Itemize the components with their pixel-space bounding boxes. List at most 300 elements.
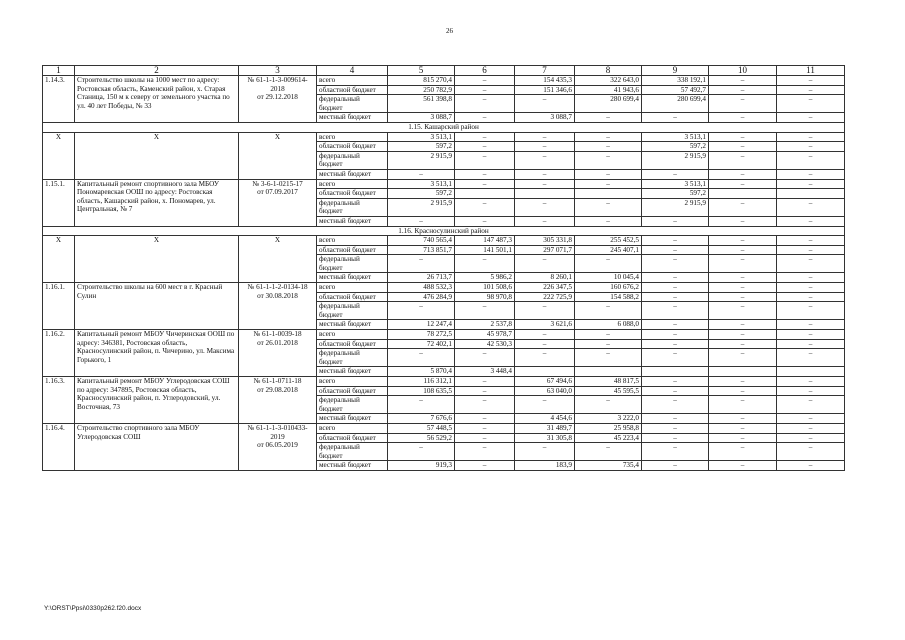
amount-cell: – — [777, 377, 845, 387]
amount-cell: 31 489,7 — [515, 423, 575, 433]
amount-cell: – — [709, 198, 777, 216]
amount-cell: 3 088,7 — [388, 113, 455, 123]
amount-cell: – — [575, 443, 642, 461]
amount-cell: – — [455, 302, 515, 320]
amount-cell: – — [709, 461, 777, 471]
funding-source: областной бюджет — [317, 292, 388, 302]
amount-cell: – — [777, 273, 845, 283]
amount-cell: 280 699,4 — [575, 95, 642, 113]
amount-cell: – — [575, 255, 642, 273]
amount-cell: 78 272,5 — [388, 330, 455, 340]
amount-cell: – — [455, 349, 515, 367]
amount-cell: – — [777, 386, 845, 396]
amount-cell: – — [777, 85, 845, 95]
amount-cell: – — [642, 273, 709, 283]
item-document: № 3-6-1-0215-17 от 07.09.2017 — [239, 179, 317, 226]
amount-cell: – — [642, 236, 709, 246]
amount-cell: 2 915,9 — [642, 151, 709, 169]
amount-cell: – — [515, 396, 575, 414]
funding-source: местный бюджет — [317, 461, 388, 471]
amount-cell — [575, 189, 642, 199]
amount-cell — [515, 189, 575, 199]
item-document: Х — [239, 132, 317, 179]
table-row — [43, 283, 845, 293]
item-document: Х — [239, 236, 317, 283]
amount-cell: – — [709, 339, 777, 349]
amount-cell: – — [709, 292, 777, 302]
funding-source: местный бюджет — [317, 367, 388, 377]
column-header: 7 — [515, 66, 575, 76]
amount-cell: – — [777, 216, 845, 226]
amount-cell — [642, 367, 709, 377]
amount-cell: – — [388, 216, 455, 226]
amount-cell: – — [388, 255, 455, 273]
amount-cell: – — [642, 292, 709, 302]
amount-cell: – — [777, 245, 845, 255]
amount-cell: – — [455, 198, 515, 216]
amount-cell: 101 508,6 — [455, 283, 515, 293]
item-name: Строительство школы на 600 мест в г. Красный Сулин — [75, 283, 239, 330]
amount-cell: 713 851,7 — [388, 245, 455, 255]
funding-source: всего — [317, 132, 388, 142]
amount-cell: 919,3 — [388, 461, 455, 471]
amount-cell: 245 407,1 — [575, 245, 642, 255]
funding-source: федеральный бюджет — [317, 349, 388, 367]
amount-cell: – — [455, 142, 515, 152]
amount-cell: 297 071,7 — [515, 245, 575, 255]
item-name: Капитальный ремонт МБОУ Чичеринская ООШ по адресу: 346381, Ростовская область, Красносулинский район, п. Чичерино, ул. Максима Горького, 1 — [75, 330, 239, 377]
item-code: Х — [43, 132, 75, 179]
budget-table — [42, 65, 845, 471]
item-code: 1.15.1. — [43, 179, 75, 226]
amount-cell: 8 260,1 — [515, 273, 575, 283]
column-header: 4 — [317, 66, 388, 76]
amount-cell: – — [515, 339, 575, 349]
amount-cell: 322 643,0 — [575, 76, 642, 86]
amount-cell: – — [455, 95, 515, 113]
amount-cell: – — [575, 132, 642, 142]
amount-cell: – — [642, 330, 709, 340]
amount-cell: 597,2 — [388, 189, 455, 199]
amount-cell: – — [575, 151, 642, 169]
amount-cell — [515, 367, 575, 377]
amount-cell: – — [777, 443, 845, 461]
column-header: 10 — [709, 66, 777, 76]
amount-cell: – — [777, 142, 845, 152]
amount-cell: – — [777, 320, 845, 330]
amount-cell: – — [575, 339, 642, 349]
file-path-footer: Y:\ORST\Ppsi\0330p262.f20.docx — [44, 605, 142, 612]
item-document: № 61-1-0711-18 от 29.08.2018 — [239, 377, 317, 424]
column-header: 1 — [43, 66, 75, 76]
amount-cell: – — [642, 396, 709, 414]
amount-cell: 41 943,6 — [575, 85, 642, 95]
amount-cell: – — [709, 423, 777, 433]
amount-cell: 56 529,2 — [388, 433, 455, 443]
amount-cell: – — [777, 169, 845, 179]
amount-cell: 116 312,1 — [388, 377, 455, 387]
amount-cell: – — [777, 179, 845, 189]
item-document: № 61-1-1-3-010433-2019 от 06.05.2019 — [239, 423, 317, 470]
amount-cell: – — [455, 386, 515, 396]
item-document: № 61-1-1-2-0134-18 от 30.08.2018 — [239, 283, 317, 330]
amount-cell: – — [709, 349, 777, 367]
amount-cell: – — [515, 142, 575, 152]
amount-cell: – — [777, 132, 845, 142]
funding-source: федеральный бюджет — [317, 151, 388, 169]
amount-cell: 597,2 — [642, 189, 709, 199]
amount-cell: 3 448,4 — [455, 367, 515, 377]
item-document: № 61-1-1-3-009614-2018 от 29.12.2018 — [239, 76, 317, 123]
amount-cell: – — [455, 461, 515, 471]
amount-cell: 72 402,1 — [388, 339, 455, 349]
amount-cell: 597,2 — [388, 142, 455, 152]
amount-cell: 151 346,6 — [515, 85, 575, 95]
amount-cell: – — [515, 169, 575, 179]
amount-cell: – — [777, 433, 845, 443]
amount-cell: 3 513,1 — [388, 132, 455, 142]
amount-cell: 26 713,7 — [388, 273, 455, 283]
amount-cell — [455, 189, 515, 199]
funding-source: областной бюджет — [317, 142, 388, 152]
amount-cell: – — [777, 339, 845, 349]
funding-source: областной бюджет — [317, 189, 388, 199]
amount-cell: – — [642, 443, 709, 461]
amount-cell: – — [515, 95, 575, 113]
amount-cell: – — [642, 423, 709, 433]
amount-cell: – — [575, 142, 642, 152]
amount-cell: – — [709, 433, 777, 443]
funding-source: местный бюджет — [317, 113, 388, 123]
amount-cell: 57 492,7 — [642, 85, 709, 95]
amount-cell: – — [642, 433, 709, 443]
column-header: 8 — [575, 66, 642, 76]
amount-cell: 597,2 — [642, 142, 709, 152]
amount-cell: 3 621,6 — [515, 320, 575, 330]
funding-source: федеральный бюджет — [317, 198, 388, 216]
amount-cell: 5 870,4 — [388, 367, 455, 377]
amount-cell: – — [709, 169, 777, 179]
column-header: 6 — [455, 66, 515, 76]
amount-cell: – — [575, 216, 642, 226]
amount-cell: – — [455, 179, 515, 189]
funding-source: федеральный бюджет — [317, 302, 388, 320]
amount-cell: – — [777, 76, 845, 86]
amount-cell: – — [777, 236, 845, 246]
amount-cell: 3 222,0 — [575, 414, 642, 424]
amount-cell: – — [455, 396, 515, 414]
table-row — [43, 76, 845, 86]
amount-cell: – — [515, 349, 575, 367]
amount-cell: 45 595,5 — [575, 386, 642, 396]
amount-cell: 141 501,1 — [455, 245, 515, 255]
amount-cell: – — [777, 423, 845, 433]
amount-cell: – — [709, 255, 777, 273]
amount-cell: 183,9 — [515, 461, 575, 471]
amount-cell: – — [575, 302, 642, 320]
amount-cell: – — [642, 169, 709, 179]
section-row — [43, 122, 845, 132]
amount-cell: – — [455, 423, 515, 433]
amount-cell: 45 223,4 — [575, 433, 642, 443]
amount-cell: 305 331,8 — [515, 236, 575, 246]
amount-cell: 160 676,2 — [575, 283, 642, 293]
item-name: Х — [75, 132, 239, 179]
funding-source: областной бюджет — [317, 339, 388, 349]
item-code: 1.14.3. — [43, 76, 75, 123]
amount-cell: – — [709, 302, 777, 320]
amount-cell: – — [455, 216, 515, 226]
amount-cell: 48 817,5 — [575, 377, 642, 387]
column-header: 3 — [239, 66, 317, 76]
amount-cell: – — [709, 273, 777, 283]
amount-cell: 108 635,5 — [388, 386, 455, 396]
amount-cell: 815 270,4 — [388, 76, 455, 86]
funding-source: областной бюджет — [317, 85, 388, 95]
item-code: 1.16.4. — [43, 423, 75, 470]
amount-cell: 67 494,6 — [515, 377, 575, 387]
table-row — [43, 179, 845, 189]
item-name: Строительство школы на 1000 мест по адресу: Ростовская область, Каменский район, х. Старая Станица, 150 м к северу от земельного участка по ул. 40 лет Победы, № 33 — [75, 76, 239, 123]
amount-cell: – — [709, 179, 777, 189]
amount-cell: – — [709, 320, 777, 330]
amount-cell: – — [515, 302, 575, 320]
funding-source: всего — [317, 330, 388, 340]
amount-cell: – — [515, 198, 575, 216]
amount-cell: 3 513,1 — [388, 179, 455, 189]
amount-cell: – — [388, 396, 455, 414]
column-header: 2 — [75, 66, 239, 76]
amount-cell: – — [455, 169, 515, 179]
amount-cell: 740 565,4 — [388, 236, 455, 246]
amount-cell: 63 040,0 — [515, 386, 575, 396]
amount-cell: – — [642, 245, 709, 255]
amount-cell: – — [642, 320, 709, 330]
funding-source: местный бюджет — [317, 320, 388, 330]
amount-cell: – — [709, 142, 777, 152]
amount-cell: 255 452,5 — [575, 236, 642, 246]
amount-cell: – — [777, 414, 845, 424]
table-body — [43, 76, 845, 471]
amount-cell: – — [455, 151, 515, 169]
amount-cell — [777, 367, 845, 377]
funding-source: областной бюджет — [317, 433, 388, 443]
funding-source: федеральный бюджет — [317, 255, 388, 273]
amount-cell: 154 435,3 — [515, 76, 575, 86]
amount-cell: – — [709, 396, 777, 414]
amount-cell: 6 088,0 — [575, 320, 642, 330]
amount-cell: – — [777, 349, 845, 367]
column-header: 9 — [642, 66, 709, 76]
amount-cell: – — [515, 255, 575, 273]
amount-cell: – — [575, 198, 642, 216]
amount-cell: – — [709, 132, 777, 142]
amount-cell — [709, 189, 777, 199]
amount-cell: – — [642, 386, 709, 396]
funding-source: всего — [317, 236, 388, 246]
amount-cell: – — [388, 302, 455, 320]
item-name: Х — [75, 236, 239, 283]
funding-source: всего — [317, 179, 388, 189]
amount-cell: – — [455, 255, 515, 273]
amount-cell: – — [777, 255, 845, 273]
amount-cell: – — [455, 76, 515, 86]
amount-cell: – — [575, 169, 642, 179]
amount-cell: – — [709, 386, 777, 396]
amount-cell: – — [642, 216, 709, 226]
amount-cell: 338 192,1 — [642, 76, 709, 86]
funding-source: всего — [317, 377, 388, 387]
amount-cell: – — [575, 349, 642, 367]
amount-cell: – — [515, 330, 575, 340]
amount-cell: – — [709, 330, 777, 340]
amount-cell — [575, 367, 642, 377]
amount-cell: – — [515, 151, 575, 169]
amount-cell: 735,4 — [575, 461, 642, 471]
amount-cell: 25 958,8 — [575, 423, 642, 433]
amount-cell: – — [388, 349, 455, 367]
amount-cell: – — [455, 414, 515, 424]
funding-source: федеральный бюджет — [317, 95, 388, 113]
amount-cell: 2 915,9 — [388, 198, 455, 216]
item-code: 1.16.2. — [43, 330, 75, 377]
amount-cell: – — [388, 443, 455, 461]
amount-cell: – — [777, 283, 845, 293]
amount-cell: – — [642, 302, 709, 320]
item-code: Х — [43, 236, 75, 283]
amount-cell: – — [777, 461, 845, 471]
amount-cell: – — [642, 377, 709, 387]
funding-source: всего — [317, 423, 388, 433]
amount-cell: – — [777, 330, 845, 340]
funding-source: местный бюджет — [317, 414, 388, 424]
amount-cell: 45 978,7 — [455, 330, 515, 340]
amount-cell: – — [455, 85, 515, 95]
table-row — [43, 132, 845, 142]
item-code: 1.16.1. — [43, 283, 75, 330]
amount-cell: – — [709, 113, 777, 123]
amount-cell: – — [575, 113, 642, 123]
amount-cell: – — [642, 414, 709, 424]
amount-cell: – — [575, 396, 642, 414]
amount-cell: 3 088,7 — [515, 113, 575, 123]
amount-cell: 250 782,9 — [388, 85, 455, 95]
amount-cell: 10 045,4 — [575, 273, 642, 283]
amount-cell: 7 676,6 — [388, 414, 455, 424]
item-document: № 61-1-0039-18 от 26.01.2018 — [239, 330, 317, 377]
amount-cell: – — [709, 236, 777, 246]
amount-cell: 3 513,1 — [642, 132, 709, 142]
amount-cell: 3 513,1 — [642, 179, 709, 189]
amount-cell: – — [777, 292, 845, 302]
amount-cell: 147 487,3 — [455, 236, 515, 246]
amount-cell: 5 986,2 — [455, 273, 515, 283]
amount-cell — [709, 367, 777, 377]
amount-cell: – — [709, 85, 777, 95]
amount-cell: – — [642, 461, 709, 471]
amount-cell: – — [777, 113, 845, 123]
amount-cell: – — [709, 283, 777, 293]
item-name: Капитальный ремонт спортивного зала МБОУ Пономаревская ООШ по адресу: Ростовская область, Кашарский район, х. Пономарев, ул. Центральная, № 7 — [75, 179, 239, 226]
amount-cell — [777, 189, 845, 199]
funding-source: местный бюджет — [317, 169, 388, 179]
amount-cell: – — [515, 216, 575, 226]
amount-cell: 98 970,8 — [455, 292, 515, 302]
amount-cell: – — [709, 76, 777, 86]
amount-cell: 280 699,4 — [642, 95, 709, 113]
amount-cell: – — [709, 245, 777, 255]
amount-cell: 42 530,3 — [455, 339, 515, 349]
amount-cell: 561 398,8 — [388, 95, 455, 113]
amount-cell: – — [709, 95, 777, 113]
table-row — [43, 236, 845, 246]
amount-cell: 31 305,8 — [515, 433, 575, 443]
section-row — [43, 226, 845, 236]
amount-cell: – — [642, 255, 709, 273]
table-row — [43, 377, 845, 387]
amount-cell: – — [777, 151, 845, 169]
amount-cell: 222 725,9 — [515, 292, 575, 302]
amount-cell: – — [455, 443, 515, 461]
header-row — [43, 66, 845, 76]
amount-cell: – — [455, 113, 515, 123]
amount-cell: – — [515, 132, 575, 142]
section-title: 1.15. Кашарский район — [43, 122, 845, 132]
column-header: 5 — [388, 66, 455, 76]
amount-cell: – — [455, 377, 515, 387]
amount-cell: 2 537,8 — [455, 320, 515, 330]
funding-source: всего — [317, 76, 388, 86]
amount-cell: – — [642, 283, 709, 293]
amount-cell: – — [515, 443, 575, 461]
amount-cell: 57 448,5 — [388, 423, 455, 433]
amount-cell: – — [515, 179, 575, 189]
amount-cell: – — [777, 396, 845, 414]
funding-source: областной бюджет — [317, 245, 388, 255]
item-code: 1.16.3. — [43, 377, 75, 424]
amount-cell: – — [642, 339, 709, 349]
section-title: 1.16. Красносулинский район — [43, 226, 845, 236]
funding-source: местный бюджет — [317, 273, 388, 283]
amount-cell: – — [709, 377, 777, 387]
amount-cell: – — [388, 169, 455, 179]
amount-cell: 2 915,9 — [388, 151, 455, 169]
amount-cell: – — [575, 330, 642, 340]
amount-cell: 12 247,4 — [388, 320, 455, 330]
item-name: Капитальный ремонт МБОУ Углеродовская СОШ по адресу: 347895, Ростовская область, Красносулинский район, п. Углеродовский, ул. Восточная, 73 — [75, 377, 239, 424]
amount-cell: 226 347,5 — [515, 283, 575, 293]
item-name: Строительство спортивного зала МБОУ Углеродовская СОШ — [75, 423, 239, 470]
amount-cell: – — [455, 433, 515, 443]
amount-cell: – — [642, 113, 709, 123]
amount-cell: 4 454,6 — [515, 414, 575, 424]
amount-cell: – — [709, 216, 777, 226]
table-row — [43, 330, 845, 340]
amount-cell: – — [709, 151, 777, 169]
amount-cell: 488 532,3 — [388, 283, 455, 293]
amount-cell: – — [575, 179, 642, 189]
amount-cell: 476 284,9 — [388, 292, 455, 302]
amount-cell: – — [455, 132, 515, 142]
amount-cell: 154 588,2 — [575, 292, 642, 302]
funding-source: областной бюджет — [317, 386, 388, 396]
page-number: 26 — [446, 27, 453, 35]
amount-cell: – — [777, 302, 845, 320]
funding-source: федеральный бюджет — [317, 396, 388, 414]
amount-cell: – — [709, 414, 777, 424]
funding-source: федеральный бюджет — [317, 443, 388, 461]
amount-cell: – — [777, 198, 845, 216]
